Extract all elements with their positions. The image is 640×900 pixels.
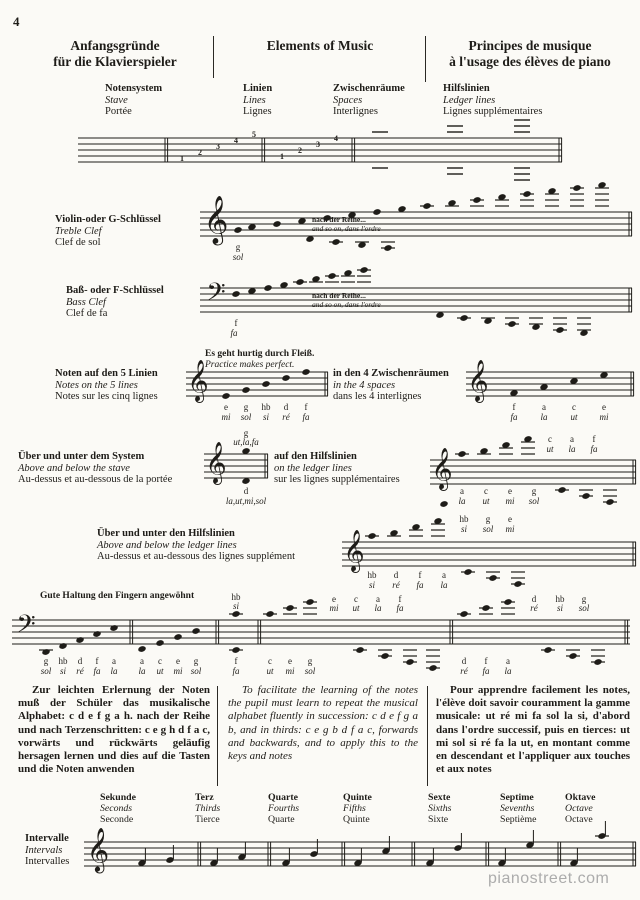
note-head — [581, 492, 590, 500]
note-head — [173, 633, 182, 641]
note-name: 4 — [234, 136, 238, 145]
note-name: 1 — [180, 154, 184, 163]
bass-clef-icon: 𝄢 — [206, 278, 226, 312]
note-name: c — [548, 434, 552, 444]
bass-label-de: Baß- oder F-Schlüssel — [66, 285, 164, 296]
note-name: fa — [416, 580, 424, 590]
note-name: fa — [482, 666, 490, 676]
note-name: a — [442, 570, 446, 580]
interval-second-de: Sekunde — [100, 792, 136, 803]
note-name: hb — [231, 592, 241, 602]
note-name: g — [243, 402, 249, 412]
interval-octave-en: Octave — [565, 803, 593, 814]
note-name: si — [232, 601, 240, 611]
note-name: a — [112, 656, 116, 666]
term-ledger-en: Ledger lines — [443, 94, 496, 106]
treble-clef-icon: 𝄞 — [86, 829, 110, 872]
interval-fifth-en: Fifths — [343, 803, 366, 814]
note-name: 2 — [298, 146, 302, 155]
note-name: fa — [396, 603, 404, 613]
note-head — [503, 598, 512, 606]
note-name: c — [158, 656, 162, 666]
note-name: g — [243, 428, 249, 438]
interval-seventh-fr: Septième — [500, 814, 537, 825]
note-name: e — [602, 402, 606, 412]
title-german-line2: für die Klavierspieler — [53, 54, 177, 69]
note-name: hb — [459, 514, 469, 524]
note-head — [231, 290, 240, 298]
note-name: ré — [282, 412, 290, 422]
note-name: f — [592, 434, 596, 444]
note-head — [459, 610, 468, 618]
note-head — [305, 598, 314, 606]
notes-in-spaces-en: in the 4 spaces — [333, 379, 396, 391]
practice-caption-de: Es geht hurtig durch Fleiß. — [205, 349, 315, 359]
note-name: g — [581, 594, 587, 604]
term-lines — [243, 83, 272, 118]
note-head — [457, 450, 466, 458]
note-head — [155, 639, 164, 647]
note-name: e — [176, 656, 180, 666]
note-head — [568, 652, 577, 660]
note-name: 2 — [198, 148, 202, 157]
stave-notensystem — [70, 118, 570, 186]
note-name: c — [572, 402, 576, 412]
treble-clef-icon: 𝄞 — [203, 197, 229, 244]
above-below-ledger-fr: Au-dessus et au-dessous des lignes supplément — [97, 551, 296, 562]
above-below-ledger-de: Über und unter den Hilfslinien — [97, 528, 235, 539]
note-name: ut — [546, 444, 554, 454]
title-french-line2: à l'usage des élèves de piano — [449, 54, 611, 69]
note-name: f — [304, 402, 308, 412]
note-name: f — [418, 570, 422, 580]
treble-label-fr: Clef de sol — [55, 237, 101, 248]
watermark: pianostreet.com — [488, 870, 610, 887]
intervals-label-en: Intervals — [25, 844, 63, 856]
note-name: hb — [555, 594, 565, 604]
notes-in-spaces-label — [333, 368, 449, 403]
note-name: sol — [528, 496, 540, 506]
note-head — [281, 374, 290, 382]
note-head — [522, 190, 531, 198]
note-name: ré — [530, 603, 538, 613]
note-head — [405, 658, 414, 666]
note-name: d — [393, 570, 399, 580]
note-head — [380, 652, 389, 660]
note-name: sol — [190, 666, 202, 676]
interval-octave-fr: Octave — [565, 814, 593, 825]
interval-fifth — [343, 792, 372, 825]
term-spaces-de: Zwischenräume — [333, 83, 405, 94]
note-head — [463, 568, 472, 576]
note-head — [221, 392, 230, 400]
interval-octave-de: Oktave — [565, 792, 596, 803]
interval-sixth-en: Sixths — [428, 803, 452, 814]
note-name: sol — [578, 603, 590, 613]
term-ledger-de: Hilfslinien — [443, 83, 490, 94]
note-name: g — [531, 486, 537, 496]
note-head — [372, 208, 381, 216]
above-below-stave-en: Above and below the stave — [18, 462, 130, 474]
term-ledger-fr: Lignes supplémentaires — [443, 106, 543, 117]
note-name: f — [484, 656, 488, 666]
note-name: a — [506, 656, 510, 666]
header-divider-right — [425, 36, 426, 82]
note-head — [75, 636, 84, 644]
notes-on-lines-label — [55, 368, 158, 403]
interval-second-en: Seconds — [100, 803, 133, 814]
note-head — [231, 610, 240, 618]
above-below-ledger-en: Above and below the ledger lines — [97, 539, 237, 551]
note-head — [359, 266, 368, 274]
treble-clef-icon: 𝄞 — [431, 448, 453, 489]
note-head — [428, 664, 437, 672]
note-name: g — [485, 514, 491, 524]
notes-on-lines-fr: Notes sur les cinq lignes — [55, 391, 158, 402]
note-head — [285, 604, 294, 612]
page-number: 4 — [13, 14, 20, 29]
term-spaces — [333, 83, 405, 118]
interval-fourth — [268, 792, 299, 825]
note-name: la — [504, 666, 512, 676]
note-name: ré — [76, 666, 84, 676]
note-name: si — [262, 412, 270, 422]
note-name: hb — [58, 656, 68, 666]
interval-seventh-de: Septime — [500, 792, 534, 803]
note-name: fa — [93, 666, 101, 676]
stave-notes-in-spaces — [462, 362, 638, 426]
note-name: d — [531, 594, 537, 604]
interval-fourth-fr: Quarte — [268, 814, 295, 825]
note-name: fa — [302, 412, 310, 422]
note-name: d — [461, 656, 467, 666]
title-french-line1: Principes de musique — [468, 38, 592, 53]
note-head — [488, 574, 497, 582]
term-stave-en: Stave — [105, 94, 128, 106]
note-head — [261, 380, 270, 388]
treble-clef-label — [55, 214, 161, 249]
note-name: mi — [505, 524, 515, 534]
note-name: e — [508, 514, 512, 524]
note-name: si — [460, 524, 468, 534]
title-english: Elements of Music — [266, 38, 374, 53]
note-name: g — [235, 242, 241, 252]
treble-label-en: Treble Clef — [55, 225, 102, 237]
header-divider-left — [213, 36, 214, 78]
term-spaces-en: Spaces — [333, 94, 363, 106]
paragraph-french: Pour apprendre facilement les notes, l'élève doit savoir couramment la gamme musicale: ut ré mi fa sol la si, d'abord dans l'ordre successif, puis en tierces: ut mi sol si ré fa la ut, en montant comme en descendant et l'appliquer aux touches et aux notes — [436, 684, 630, 776]
notes-on-lines-en: Notes on the 5 lines — [55, 379, 138, 391]
note-name: ut — [266, 666, 274, 676]
interval-seventh — [500, 792, 536, 825]
note-name: f — [512, 402, 516, 412]
note-head — [331, 238, 340, 246]
note-name: sol — [40, 666, 52, 676]
on-ledger-lines-fr: sur les lignes supplémentaires — [274, 474, 400, 485]
note-head — [301, 368, 310, 376]
note-name: fa — [230, 328, 238, 338]
on-ledger-lines-de: auf den Hilfslinien — [274, 451, 357, 462]
interval-octave — [565, 792, 595, 825]
note-name: ut — [570, 412, 578, 422]
note-head — [557, 486, 566, 494]
note-name: d — [77, 656, 83, 666]
note-name: e — [332, 594, 336, 604]
bass-clef-icon: 𝄢 — [16, 610, 36, 644]
note-head — [272, 220, 281, 228]
on-ledger-lines-en: on the ledger lines — [274, 462, 352, 474]
note-head — [58, 642, 67, 650]
note-name: a — [140, 656, 144, 666]
stave-notes-on-lines — [182, 359, 332, 426]
stave-bass-exercise — [8, 592, 636, 688]
finger-posture-caption-de: Gute Haltung den Fingern angewöhnt — [40, 591, 195, 601]
paragraph-english: To facilitate the learning of the notes the pupil must learn to repeat the musical alphabet fluently in succession: c d e f g a b, and in thirds: c e g b d f a c, forwards and backwards, and to apply this to the keys and notes — [228, 684, 418, 763]
note-head — [367, 532, 376, 540]
note-head — [572, 184, 581, 192]
note-head — [191, 627, 200, 635]
note-name: la — [110, 666, 118, 676]
interval-third-en: Thirds — [195, 803, 221, 814]
note-name: a — [542, 402, 546, 412]
note-name: fa — [510, 412, 518, 422]
intervals-label-de: Intervalle — [25, 833, 69, 844]
treble-clef-icon: 𝄞 — [205, 442, 227, 483]
intervals-label — [25, 833, 69, 868]
note-name: 3 — [216, 142, 220, 151]
note-name: la — [568, 444, 576, 454]
note-name: hb — [261, 402, 271, 412]
term-lines-de: Linien — [243, 83, 273, 94]
term-spaces-fr: Interlignes — [333, 106, 378, 117]
interval-sixth — [428, 792, 451, 825]
note-head — [265, 610, 274, 618]
note-name: a — [570, 434, 574, 444]
note-name: mi — [221, 412, 231, 422]
note-name: c — [268, 656, 272, 666]
treble-clef-icon: 𝄞 — [343, 530, 365, 571]
note-name: sol — [232, 252, 244, 262]
note-head — [41, 648, 50, 656]
interval-fifth-fr: Quinte — [343, 814, 370, 825]
above-below-stave-de: Über und unter dem System — [18, 451, 145, 462]
interval-fourth-de: Quarte — [268, 792, 298, 803]
note-head — [472, 196, 481, 204]
note-head — [459, 314, 468, 322]
note-name: fa — [590, 444, 598, 454]
note-head — [241, 386, 250, 394]
note-name: la — [440, 580, 448, 590]
title-french — [430, 38, 630, 70]
stave-above-below-ledger — [340, 508, 640, 600]
note-name: g — [307, 656, 313, 666]
note-name: g — [43, 656, 49, 666]
title-german — [25, 38, 205, 70]
inline-text-de: nach der Reihe... — [312, 291, 366, 300]
note-name: 4 — [334, 134, 338, 143]
inline-text-de: nach der Reihe... — [312, 215, 366, 224]
note-name: mi — [329, 603, 339, 613]
term-ledger-lines — [443, 83, 542, 118]
term-lines-en: Lines — [243, 94, 266, 106]
note-name: a — [376, 594, 380, 604]
note-head — [507, 320, 516, 328]
note-head — [327, 272, 336, 280]
practice-caption-en: Practice makes perfect. — [205, 359, 295, 370]
term-stave-de: Notensystem — [105, 83, 163, 94]
note-name: mi — [173, 666, 183, 676]
note-head — [233, 226, 242, 234]
paragraph-german: Zur leichten Erlernung der Noten muß der Schüler das musikalische Alphabet: c d e f g a h. nach der Reihe und nach Terzenschritten: c e g h d f a c, vorwärts und rückwärts geläufig hersagen lernen und dies auf die Tasten und die Noten anwenden — [18, 684, 210, 776]
interval-fifth-de: Quinte — [343, 792, 372, 803]
on-ledger-lines-label — [274, 451, 400, 486]
interval-third-fr: Tierce — [195, 814, 220, 825]
note-head — [137, 645, 146, 653]
paragraph-divider-left — [217, 686, 218, 786]
note-name: la — [540, 412, 548, 422]
note-head — [383, 244, 392, 252]
note-name: e — [288, 656, 292, 666]
term-stave — [105, 83, 162, 118]
interval-third — [195, 792, 220, 825]
interval-seventh-en: Sevenths — [500, 803, 535, 814]
notes-in-spaces-fr: dans les 4 interlignes — [333, 391, 422, 402]
interval-sixth-fr: Sixte — [428, 814, 449, 825]
note-name: si — [59, 666, 67, 676]
paragraph-divider-right — [427, 686, 428, 786]
title-german-line1: Anfangsgründe — [70, 38, 160, 53]
intervals-label-fr: Intervalles — [25, 856, 70, 867]
bass-label-en: Bass Clef — [66, 296, 106, 308]
note-name: ut — [156, 666, 164, 676]
note-name: sol — [304, 666, 316, 676]
note-head — [543, 646, 552, 654]
treble-clef-icon: 𝄞 — [187, 360, 209, 401]
interval-second — [100, 792, 136, 825]
note-name: la — [138, 666, 146, 676]
note-name: ut — [482, 496, 490, 506]
note-head — [593, 658, 602, 666]
bass-label-fr: Clef de fa — [66, 308, 108, 319]
note-name: si — [556, 603, 564, 613]
note-head — [295, 278, 304, 286]
interval-third-de: Terz — [195, 792, 214, 803]
term-stave-fr: Portée — [105, 106, 132, 117]
interval-sixth-de: Sexte — [428, 792, 451, 803]
note-head — [231, 646, 240, 654]
treble-clef-icon: 𝄞 — [467, 360, 489, 401]
note-name: ut,la,fa — [233, 437, 259, 447]
note-name: g — [193, 656, 199, 666]
note-head — [109, 624, 118, 632]
note-name: e — [224, 402, 228, 412]
inline-text-en: and so on, dans l'ordre — [312, 300, 381, 309]
note-name: f — [234, 318, 238, 328]
term-lines-fr: Lignes — [243, 106, 272, 117]
note-name: 5 — [252, 130, 256, 139]
note-name: f — [234, 656, 238, 666]
note-name: mi — [599, 412, 609, 422]
note-head — [481, 604, 490, 612]
note-head — [263, 284, 272, 292]
note-head — [605, 498, 614, 506]
note-head — [422, 202, 431, 210]
stave-above-below — [202, 428, 272, 516]
above-below-stave-label — [18, 451, 172, 486]
note-name: la — [458, 496, 466, 506]
note-name: fa — [232, 666, 240, 676]
stave-intervals — [80, 828, 640, 892]
interval-second-fr: Seconde — [100, 814, 134, 825]
note-name: sol — [240, 412, 252, 422]
note-name: la,ut,mi,sol — [225, 496, 267, 506]
treble-label-de: Violin-oder G-Schlüssel — [55, 214, 161, 225]
note-head — [355, 646, 364, 654]
note-name: mi — [285, 666, 295, 676]
note-name: 1 — [280, 152, 284, 161]
note-name: la — [374, 603, 382, 613]
note-head — [513, 580, 522, 588]
note-name: e — [508, 486, 512, 496]
note-name: hb — [367, 570, 377, 580]
note-name: c — [484, 486, 488, 496]
note-name: ut — [352, 603, 360, 613]
notes-in-spaces-de: in den 4 Zwischenräumen — [333, 368, 449, 379]
note-name: d — [243, 486, 249, 496]
note-name: c — [354, 594, 358, 604]
stave-bass — [190, 268, 640, 368]
inline-text-en: and so on, dans l'ordre — [312, 224, 381, 233]
above-below-ledger-label — [97, 528, 295, 563]
bass-clef-label — [66, 285, 164, 320]
note-head — [92, 630, 101, 638]
notes-on-lines-de: Noten auf den 5 Linien — [55, 368, 158, 379]
note-name: f — [95, 656, 99, 666]
note-name: 3 — [316, 140, 320, 149]
note-head — [439, 500, 448, 508]
note-name: ré — [392, 580, 400, 590]
stave-on-ledger-lines — [428, 428, 640, 516]
note-name: d — [283, 402, 289, 412]
note-name: mi — [505, 496, 515, 506]
note-name: sol — [482, 524, 494, 534]
note-name: ré — [460, 666, 468, 676]
interval-fourth-en: Fourths — [268, 803, 300, 814]
note-name: a — [460, 486, 464, 496]
note-name: f — [398, 594, 402, 604]
note-name: si — [368, 580, 376, 590]
note-head — [555, 326, 564, 334]
above-below-stave-fr: Au-dessus et au-dessous de la portée — [18, 474, 173, 485]
